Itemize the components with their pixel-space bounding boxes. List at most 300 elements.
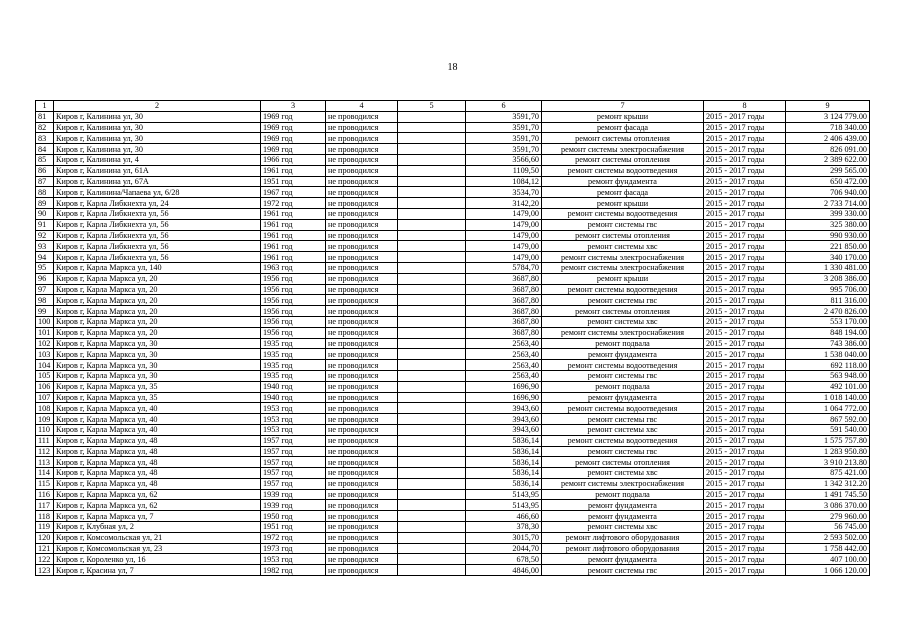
- cell-address: Киров г, Карла Маркса ул, 20: [54, 295, 261, 306]
- cell-last-repair: не проводился: [326, 187, 398, 198]
- cell-row-number: 88: [36, 187, 54, 198]
- cell-build-year: 1963 год: [261, 262, 326, 273]
- cell-last-repair: не проводился: [326, 133, 398, 144]
- table-row: [36, 111, 870, 122]
- cell-col5: [398, 543, 466, 554]
- cell-row-number: 113: [36, 457, 54, 468]
- cell-area: 5143,95: [466, 489, 542, 500]
- table-row: [36, 241, 870, 252]
- cell-period: 2015 - 2017 годы: [704, 133, 786, 144]
- cell-cost: 299 565.00: [786, 165, 870, 176]
- cell-period: 2015 - 2017 годы: [704, 262, 786, 273]
- table-row: [36, 273, 870, 284]
- cell-period: 2015 - 2017 годы: [704, 446, 786, 457]
- cell-last-repair: не проводился: [326, 154, 398, 165]
- cell-period: 2015 - 2017 годы: [704, 144, 786, 155]
- cell-area: 3943,60: [466, 424, 542, 435]
- table-row: [36, 144, 870, 155]
- cell-work-type: ремонт системы электроснабжения: [542, 327, 704, 338]
- cell-last-repair: не проводился: [326, 262, 398, 273]
- cell-last-repair: не проводился: [326, 273, 398, 284]
- cell-cost: 399 330.00: [786, 208, 870, 219]
- cell-period: 2015 - 2017 годы: [704, 241, 786, 252]
- cell-period: 2015 - 2017 годы: [704, 316, 786, 327]
- cell-row-number: 94: [36, 252, 54, 263]
- table-row: [36, 370, 870, 381]
- cell-col5: [398, 219, 466, 230]
- cell-area: 5836,14: [466, 446, 542, 457]
- cell-cost: 718 340.00: [786, 122, 870, 133]
- cell-build-year: 1961 год: [261, 165, 326, 176]
- cell-cost: 990 930.00: [786, 230, 870, 241]
- cell-work-type: ремонт фундамента: [542, 349, 704, 360]
- cell-period: 2015 - 2017 годы: [704, 500, 786, 511]
- table-row: [36, 208, 870, 219]
- cell-col5: [398, 435, 466, 446]
- cell-col5: [398, 273, 466, 284]
- cell-work-type: ремонт подвала: [542, 381, 704, 392]
- cell-row-number: 99: [36, 306, 54, 317]
- cell-period: 2015 - 2017 годы: [704, 489, 786, 500]
- cell-last-repair: не проводился: [326, 446, 398, 457]
- table-row: [36, 316, 870, 327]
- cell-build-year: 1951 год: [261, 176, 326, 187]
- cell-last-repair: не проводился: [326, 424, 398, 435]
- table-row: [36, 511, 870, 522]
- cell-address: Киров г, Калинина ул, 30: [54, 133, 261, 144]
- cell-area: 5836,14: [466, 468, 542, 479]
- cell-address: Киров г, Карла Маркса ул, 20: [54, 316, 261, 327]
- cell-period: 2015 - 2017 годы: [704, 252, 786, 263]
- cell-work-type: ремонт системы водоотведения: [542, 208, 704, 219]
- table-row: [36, 381, 870, 392]
- cell-area: 3591,70: [466, 144, 542, 155]
- cell-period: 2015 - 2017 годы: [704, 273, 786, 284]
- cell-area: 3534,70: [466, 187, 542, 198]
- cell-cost: 2 389 622.00: [786, 154, 870, 165]
- cell-cost: 3 086 370.00: [786, 500, 870, 511]
- cell-col5: [398, 457, 466, 468]
- cell-work-type: ремонт системы отопления: [542, 154, 704, 165]
- table-row: [36, 424, 870, 435]
- cell-build-year: 1939 год: [261, 489, 326, 500]
- cell-cost: 591 540.00: [786, 424, 870, 435]
- cell-address: Киров г, Карла Маркса ул, 48: [54, 457, 261, 468]
- cell-build-year: 1969 год: [261, 111, 326, 122]
- cell-cost: 492 101.00: [786, 381, 870, 392]
- cell-address: Киров г, Карла Маркса ул, 30: [54, 338, 261, 349]
- cell-cost: 692 118.00: [786, 360, 870, 371]
- cell-cost: 1 758 442.00: [786, 543, 870, 554]
- cell-col5: [398, 154, 466, 165]
- cell-address: Киров г, Калинина ул, 30: [54, 111, 261, 122]
- cell-period: 2015 - 2017 годы: [704, 198, 786, 209]
- table-row: [36, 122, 870, 133]
- cell-work-type: ремонт системы хвс: [542, 241, 704, 252]
- cell-col5: [398, 198, 466, 209]
- table-row: [36, 489, 870, 500]
- cell-area: 1479,00: [466, 208, 542, 219]
- cell-build-year: 1935 год: [261, 360, 326, 371]
- cell-last-repair: не проводился: [326, 252, 398, 263]
- cell-last-repair: не проводился: [326, 241, 398, 252]
- cell-row-number: 95: [36, 262, 54, 273]
- cell-work-type: ремонт крыши: [542, 198, 704, 209]
- cell-row-number: 106: [36, 381, 54, 392]
- cell-cost: 3 208 386.00: [786, 273, 870, 284]
- cell-cost: 2 470 826.00: [786, 306, 870, 317]
- cell-period: 2015 - 2017 годы: [704, 165, 786, 176]
- cell-cost: 563 948.00: [786, 370, 870, 381]
- cell-address: Киров г, Карла Маркса ул, 48: [54, 478, 261, 489]
- table-row: [36, 554, 870, 565]
- cell-col5: [398, 565, 466, 576]
- header-cell-5: 5: [398, 101, 466, 112]
- cell-period: 2015 - 2017 годы: [704, 338, 786, 349]
- cell-cost: 1 342 312.20: [786, 478, 870, 489]
- cell-period: 2015 - 2017 годы: [704, 219, 786, 230]
- cell-build-year: 1972 год: [261, 532, 326, 543]
- cell-row-number: 96: [36, 273, 54, 284]
- cell-work-type: ремонт фундамента: [542, 500, 704, 511]
- cell-area: 3943,60: [466, 414, 542, 425]
- cell-cost: 1 283 950.80: [786, 446, 870, 457]
- cell-address: Киров г, Калинина/Чапаева ул, 6/28: [54, 187, 261, 198]
- cell-area: 3687,80: [466, 316, 542, 327]
- cell-period: 2015 - 2017 годы: [704, 370, 786, 381]
- cell-cost: 279 960.00: [786, 511, 870, 522]
- cell-col5: [398, 554, 466, 565]
- cell-row-number: 101: [36, 327, 54, 338]
- cell-address: Киров г, Карла Маркса ул, 30: [54, 349, 261, 360]
- cell-area: 5143,95: [466, 500, 542, 511]
- cell-address: Киров г, Карла Либкнехта ул, 56: [54, 208, 261, 219]
- cell-col5: [398, 478, 466, 489]
- cell-work-type: ремонт системы электроснабжения: [542, 262, 704, 273]
- cell-work-type: ремонт системы отопления: [542, 230, 704, 241]
- cell-cost: 826 091.00: [786, 144, 870, 155]
- cell-period: 2015 - 2017 годы: [704, 457, 786, 468]
- cell-row-number: 89: [36, 198, 54, 209]
- cell-row-number: 114: [36, 468, 54, 479]
- cell-last-repair: не проводился: [326, 122, 398, 133]
- cell-address: Киров г, Карла Маркса ул, 40: [54, 403, 261, 414]
- cell-build-year: 1961 год: [261, 230, 326, 241]
- cell-period: 2015 - 2017 годы: [704, 565, 786, 576]
- cell-last-repair: не проводился: [326, 489, 398, 500]
- cell-period: 2015 - 2017 годы: [704, 392, 786, 403]
- cell-row-number: 118: [36, 511, 54, 522]
- cell-row-number: 85: [36, 154, 54, 165]
- cell-row-number: 82: [36, 122, 54, 133]
- cell-build-year: 1940 год: [261, 381, 326, 392]
- cell-last-repair: не проводился: [326, 532, 398, 543]
- cell-work-type: ремонт фундамента: [542, 511, 704, 522]
- table-row: [36, 154, 870, 165]
- cell-last-repair: не проводился: [326, 457, 398, 468]
- cell-cost: 743 386.00: [786, 338, 870, 349]
- cell-col5: [398, 316, 466, 327]
- cell-row-number: 92: [36, 230, 54, 241]
- cell-col5: [398, 468, 466, 479]
- cell-last-repair: не проводился: [326, 284, 398, 295]
- cell-cost: 2 733 714.00: [786, 198, 870, 209]
- cell-period: 2015 - 2017 годы: [704, 360, 786, 371]
- table-row: [36, 133, 870, 144]
- cell-last-repair: не проводился: [326, 435, 398, 446]
- cell-col5: [398, 424, 466, 435]
- cell-period: 2015 - 2017 годы: [704, 187, 786, 198]
- cell-last-repair: не проводился: [326, 370, 398, 381]
- cell-address: Киров г, Карла Маркса ул, 62: [54, 500, 261, 511]
- table-row: [36, 198, 870, 209]
- cell-cost: 340 170.00: [786, 252, 870, 263]
- cell-address: Киров г, Карла Маркса ул, 30: [54, 370, 261, 381]
- cell-period: 2015 - 2017 годы: [704, 511, 786, 522]
- cell-address: Киров г, Карла Маркса ул, 48: [54, 435, 261, 446]
- cell-work-type: ремонт системы гвс: [542, 295, 704, 306]
- cell-col5: [398, 295, 466, 306]
- cell-last-repair: не проводился: [326, 230, 398, 241]
- cell-period: 2015 - 2017 годы: [704, 543, 786, 554]
- cell-period: 2015 - 2017 годы: [704, 349, 786, 360]
- table-row: [36, 252, 870, 263]
- cell-col5: [398, 511, 466, 522]
- cell-area: 2563,40: [466, 360, 542, 371]
- cell-area: 5836,14: [466, 435, 542, 446]
- cell-area: 5836,14: [466, 457, 542, 468]
- cell-last-repair: не проводился: [326, 306, 398, 317]
- cell-col5: [398, 489, 466, 500]
- cell-build-year: 1969 год: [261, 144, 326, 155]
- cell-cost: 706 940.00: [786, 187, 870, 198]
- cell-build-year: 1961 год: [261, 252, 326, 263]
- table-row: [36, 478, 870, 489]
- cell-address: Киров г, Карла Маркса ул, 35: [54, 381, 261, 392]
- cell-last-repair: не проводился: [326, 414, 398, 425]
- cell-col5: [398, 370, 466, 381]
- table-row: [36, 500, 870, 511]
- cell-period: 2015 - 2017 годы: [704, 154, 786, 165]
- table-row: [36, 230, 870, 241]
- cell-work-type: ремонт системы водоотведения: [542, 403, 704, 414]
- table-row: [36, 338, 870, 349]
- cell-area: 5784,70: [466, 262, 542, 273]
- cell-period: 2015 - 2017 годы: [704, 208, 786, 219]
- cell-build-year: 1957 год: [261, 435, 326, 446]
- cell-cost: 848 194.00: [786, 327, 870, 338]
- cell-area: 678,50: [466, 554, 542, 565]
- cell-last-repair: не проводился: [326, 295, 398, 306]
- cell-row-number: 105: [36, 370, 54, 381]
- cell-last-repair: не проводился: [326, 144, 398, 155]
- cell-address: Киров г, Карла Маркса ул, 30: [54, 360, 261, 371]
- cell-area: 2563,40: [466, 349, 542, 360]
- cell-row-number: 119: [36, 522, 54, 533]
- cell-build-year: 1973 год: [261, 543, 326, 554]
- cell-last-repair: не проводился: [326, 554, 398, 565]
- cell-col5: [398, 349, 466, 360]
- cell-address: Киров г, Комсомольская ул, 21: [54, 532, 261, 543]
- cell-cost: 1 575 757.80: [786, 435, 870, 446]
- cell-col5: [398, 381, 466, 392]
- cell-col5: [398, 241, 466, 252]
- cell-address: Киров г, Калинина ул, 61А: [54, 165, 261, 176]
- cell-work-type: ремонт крыши: [542, 111, 704, 122]
- cell-build-year: 1953 год: [261, 414, 326, 425]
- table-row: [36, 165, 870, 176]
- cell-row-number: 120: [36, 532, 54, 543]
- cell-area: 1109,50: [466, 165, 542, 176]
- cell-address: Киров г, Карла Маркса ул, 20: [54, 306, 261, 317]
- cell-col5: [398, 500, 466, 511]
- header-cell-6: 6: [466, 101, 542, 112]
- cell-address: Киров г, Калинина ул, 30: [54, 144, 261, 155]
- cell-cost: 875 421.00: [786, 468, 870, 479]
- cell-work-type: ремонт системы гвс: [542, 370, 704, 381]
- cell-area: 3015,70: [466, 532, 542, 543]
- cell-build-year: 1956 год: [261, 284, 326, 295]
- cell-last-repair: не проводился: [326, 360, 398, 371]
- cell-build-year: 1953 год: [261, 424, 326, 435]
- cell-work-type: ремонт системы водоотведения: [542, 284, 704, 295]
- cell-build-year: 1956 год: [261, 316, 326, 327]
- cell-address: Киров г, Карла Маркса ул, 20: [54, 327, 261, 338]
- cell-area: 2044,70: [466, 543, 542, 554]
- cell-area: 1479,00: [466, 252, 542, 263]
- cell-work-type: ремонт системы гвс: [542, 446, 704, 457]
- cell-cost: 3 910 213.80: [786, 457, 870, 468]
- cell-address: Киров г, Калинина ул, 67А: [54, 176, 261, 187]
- cell-last-repair: не проводился: [326, 219, 398, 230]
- cell-last-repair: не проводился: [326, 381, 398, 392]
- header-cell-9: 9: [786, 101, 870, 112]
- cell-period: 2015 - 2017 годы: [704, 306, 786, 317]
- table-row: [36, 543, 870, 554]
- cell-col5: [398, 111, 466, 122]
- cell-work-type: ремонт системы гвс: [542, 565, 704, 576]
- table-body: [36, 101, 870, 576]
- cell-row-number: 111: [36, 435, 54, 446]
- cell-row-number: 104: [36, 360, 54, 371]
- cell-last-repair: не проводился: [326, 165, 398, 176]
- cell-work-type: ремонт системы гвс: [542, 219, 704, 230]
- cell-period: 2015 - 2017 годы: [704, 468, 786, 479]
- cell-address: Киров г, Карла Либкнехта ул, 24: [54, 198, 261, 209]
- cell-col5: [398, 392, 466, 403]
- cell-period: 2015 - 2017 годы: [704, 295, 786, 306]
- cell-cost: 867 592.00: [786, 414, 870, 425]
- cell-build-year: 1961 год: [261, 208, 326, 219]
- cell-address: Киров г, Калинина ул, 4: [54, 154, 261, 165]
- cell-build-year: 1957 год: [261, 446, 326, 457]
- table-header-row: [36, 101, 870, 112]
- cell-address: Киров г, Карла Маркса ул, 35: [54, 392, 261, 403]
- cell-last-repair: не проводился: [326, 511, 398, 522]
- cell-row-number: 100: [36, 316, 54, 327]
- cell-last-repair: не проводился: [326, 392, 398, 403]
- cell-area: 378,30: [466, 522, 542, 533]
- cell-build-year: 1935 год: [261, 338, 326, 349]
- cell-row-number: 121: [36, 543, 54, 554]
- cell-col5: [398, 122, 466, 133]
- cell-build-year: 1967 год: [261, 187, 326, 198]
- cell-work-type: ремонт системы отопления: [542, 457, 704, 468]
- cell-address: Киров г, Карла Маркса ул, 48: [54, 446, 261, 457]
- cell-address: Киров г, Короленко ул, 16: [54, 554, 261, 565]
- cell-work-type: ремонт лифтового оборудования: [542, 532, 704, 543]
- cell-area: 2563,40: [466, 370, 542, 381]
- cell-last-repair: не проводился: [326, 478, 398, 489]
- cell-row-number: 84: [36, 144, 54, 155]
- cell-work-type: ремонт системы хвс: [542, 522, 704, 533]
- cell-col5: [398, 414, 466, 425]
- cell-area: 3566,60: [466, 154, 542, 165]
- cell-address: Киров г, Калинина ул, 30: [54, 122, 261, 133]
- cell-col5: [398, 306, 466, 317]
- cell-build-year: 1966 год: [261, 154, 326, 165]
- page-number: 18: [447, 62, 458, 73]
- cell-row-number: 123: [36, 565, 54, 576]
- cell-last-repair: не проводился: [326, 565, 398, 576]
- cell-cost: 1 538 040.00: [786, 349, 870, 360]
- cell-row-number: 107: [36, 392, 54, 403]
- cell-col5: [398, 338, 466, 349]
- cell-build-year: 1961 год: [261, 219, 326, 230]
- cell-work-type: ремонт системы электроснабжения: [542, 478, 704, 489]
- table-row: [36, 262, 870, 273]
- cell-col5: [398, 532, 466, 543]
- cell-build-year: 1940 год: [261, 392, 326, 403]
- cell-last-repair: не проводился: [326, 468, 398, 479]
- cell-col5: [398, 176, 466, 187]
- cell-period: 2015 - 2017 годы: [704, 176, 786, 187]
- cell-period: 2015 - 2017 годы: [704, 403, 786, 414]
- cell-row-number: 117: [36, 500, 54, 511]
- cell-period: 2015 - 2017 годы: [704, 230, 786, 241]
- cell-build-year: 1957 год: [261, 468, 326, 479]
- header-cell-2: 2: [54, 101, 261, 112]
- cell-cost: 1 064 772.00: [786, 403, 870, 414]
- table-row: [36, 532, 870, 543]
- table-row: [36, 360, 870, 371]
- cell-row-number: 86: [36, 165, 54, 176]
- cell-area: 3687,80: [466, 327, 542, 338]
- cell-address: Киров г, Карла Маркса ул, 62: [54, 489, 261, 500]
- table-row: [36, 414, 870, 425]
- cell-period: 2015 - 2017 годы: [704, 381, 786, 392]
- table-row: [36, 295, 870, 306]
- cell-build-year: 1972 год: [261, 198, 326, 209]
- cell-work-type: ремонт фасада: [542, 122, 704, 133]
- cell-col5: [398, 165, 466, 176]
- cell-work-type: ремонт подвала: [542, 489, 704, 500]
- cell-build-year: 1969 год: [261, 122, 326, 133]
- cell-period: 2015 - 2017 годы: [704, 122, 786, 133]
- cell-col5: [398, 446, 466, 457]
- cell-row-number: 90: [36, 208, 54, 219]
- cell-row-number: 110: [36, 424, 54, 435]
- cell-period: 2015 - 2017 годы: [704, 435, 786, 446]
- cell-area: 3687,80: [466, 284, 542, 295]
- cell-work-type: ремонт системы водоотведения: [542, 165, 704, 176]
- cell-cost: 1 066 120.00: [786, 565, 870, 576]
- cell-work-type: ремонт крыши: [542, 273, 704, 284]
- cell-cost: 221 850.00: [786, 241, 870, 252]
- repair-registry-table: [35, 100, 870, 576]
- cell-col5: [398, 230, 466, 241]
- cell-address: Киров г, Комсомольская ул, 23: [54, 543, 261, 554]
